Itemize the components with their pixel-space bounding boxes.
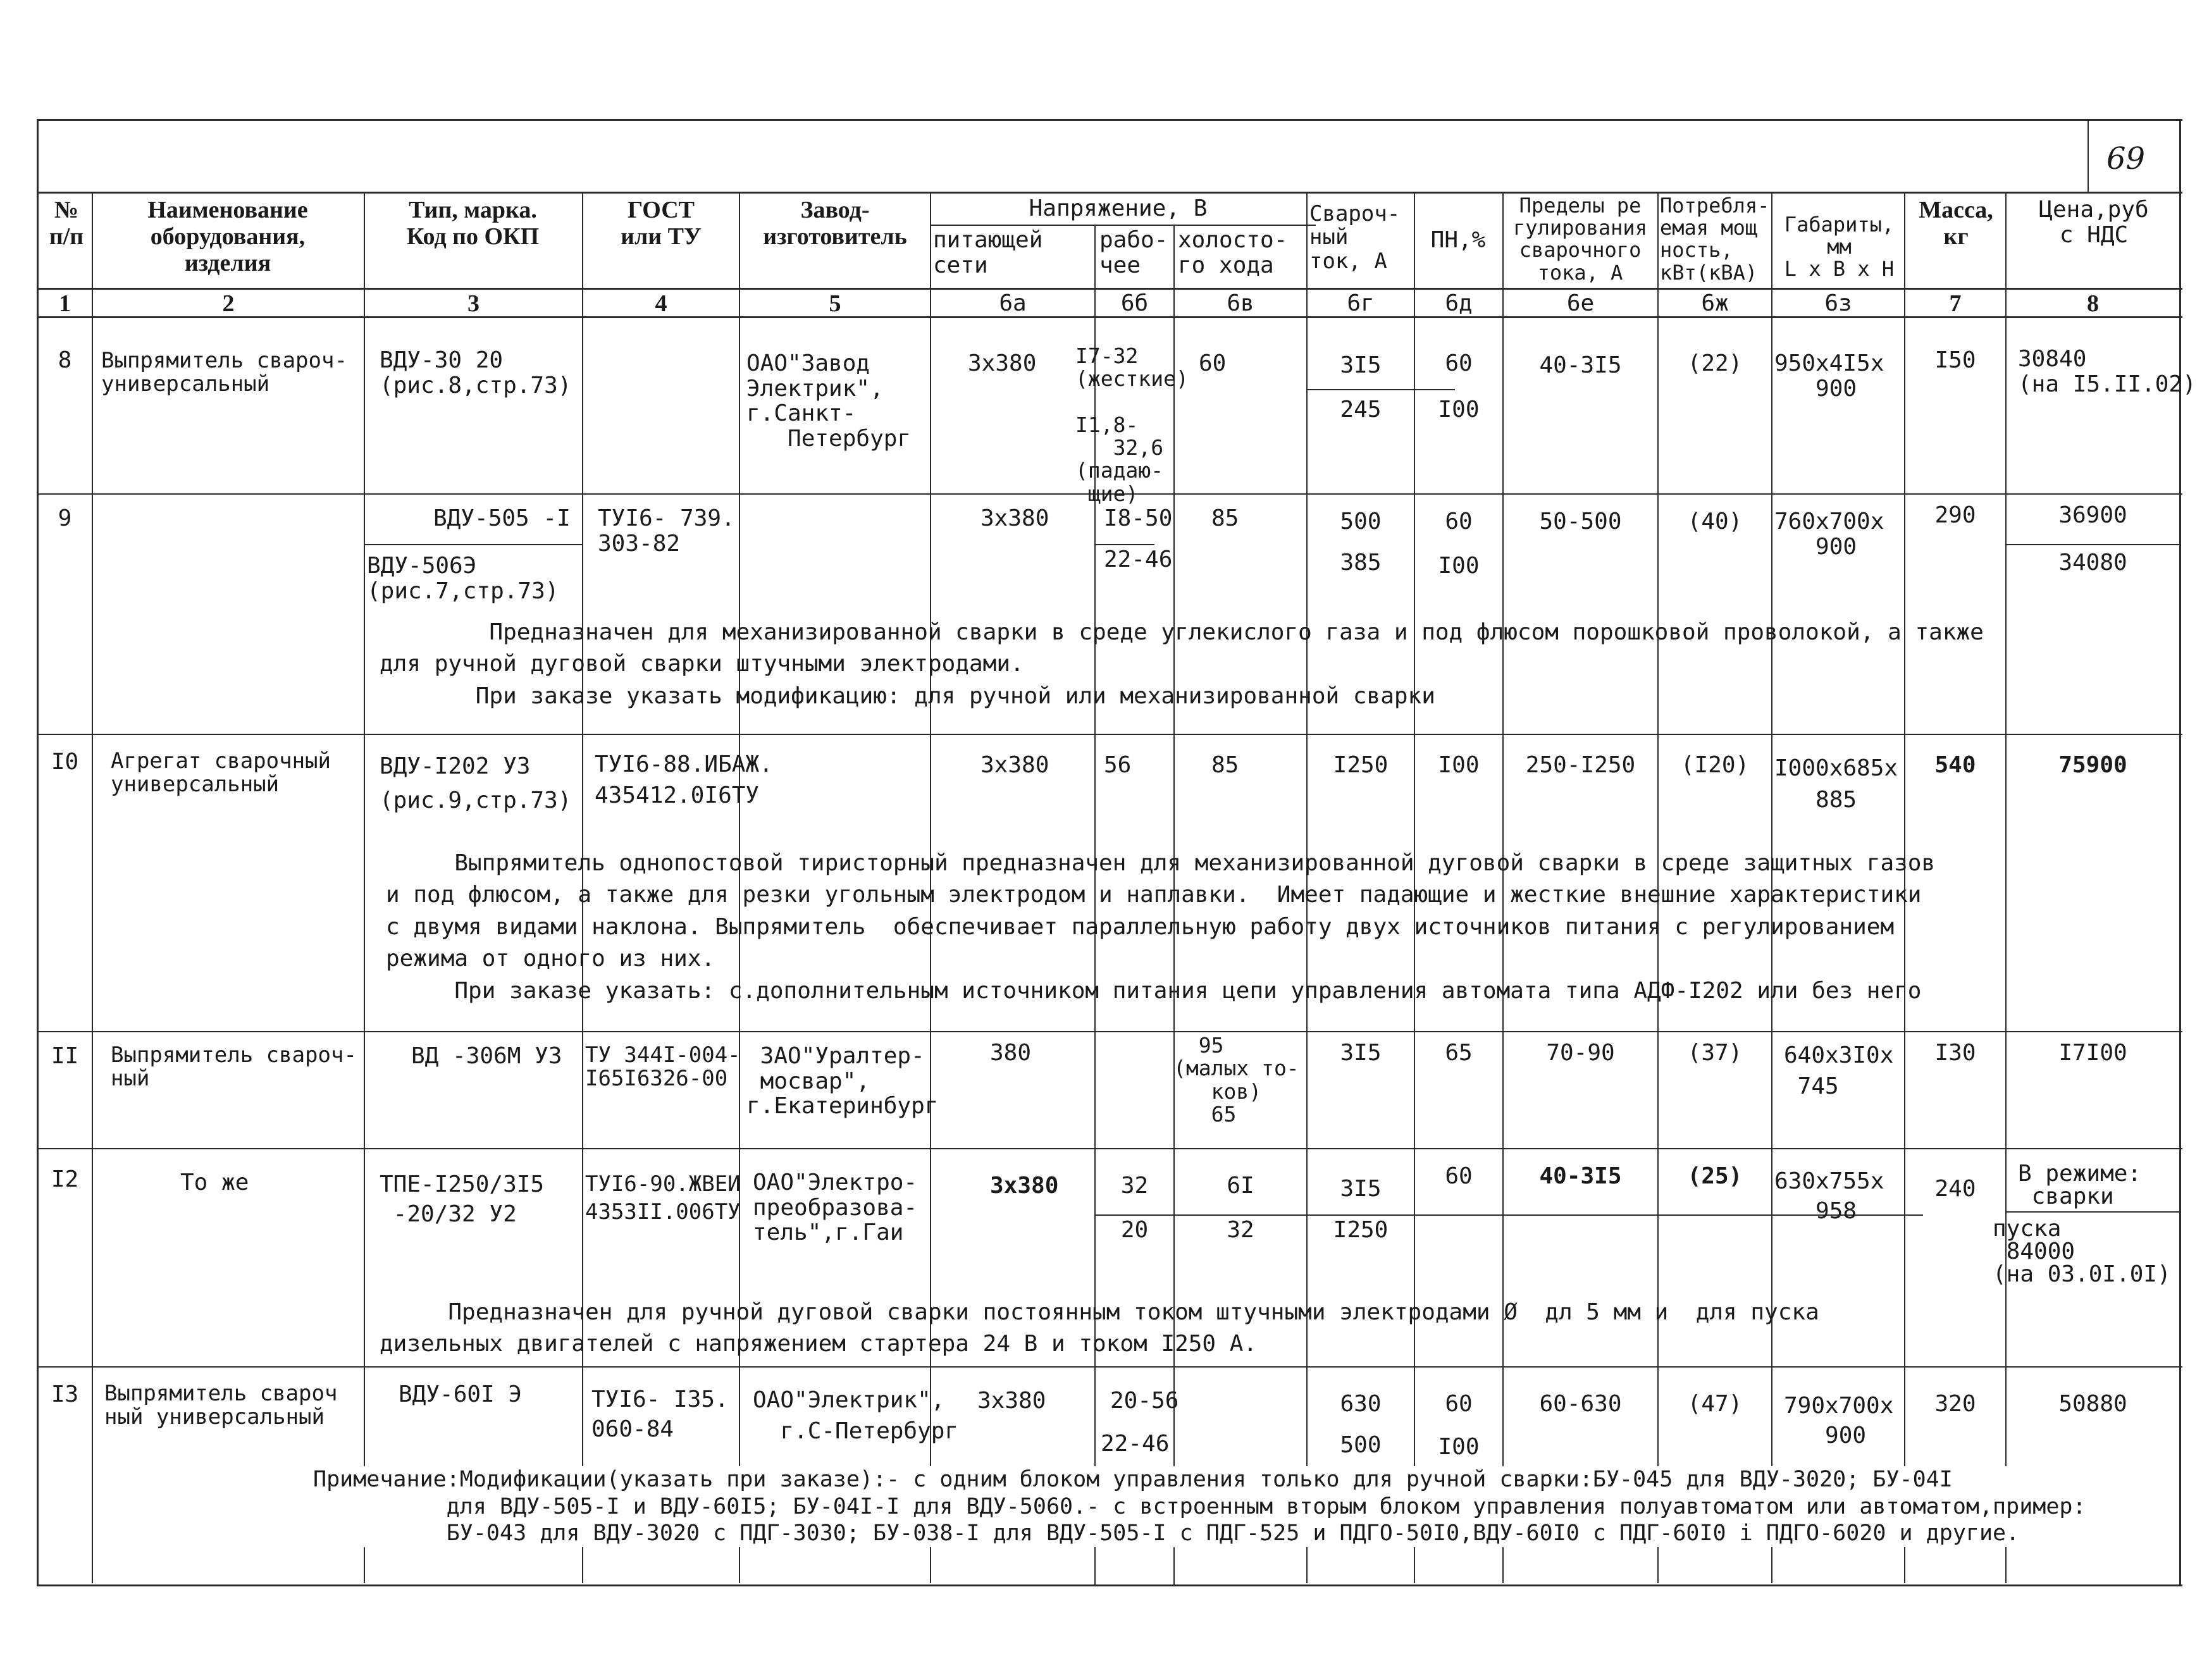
row-number: II [51, 1043, 79, 1069]
header-col-supply-voltage: питающей сети [933, 227, 1043, 278]
work-voltage: 56 [1104, 752, 1132, 778]
dimensions: 790х700х 900 [1784, 1393, 1894, 1448]
header-col-plant: Завод- изготовитель [763, 197, 907, 250]
equipment-type: ВДУ-506Э (рис.7,стр.73) [367, 553, 559, 604]
price: I7I00 [2058, 1040, 2127, 1066]
work-voltage: 22-46 [1101, 1431, 1170, 1457]
idle-voltage: 85 [1211, 752, 1239, 778]
dimensions: 760х700х 900 [1774, 509, 1884, 560]
dimensions: I000х685х 885 [1774, 755, 1898, 813]
welding-current: 500 [1340, 1432, 1382, 1458]
idle-voltage: 32 [1227, 1217, 1254, 1243]
duty-cycle: 65 [1445, 1040, 1473, 1066]
index-cell: 4 [655, 290, 667, 317]
work-voltage: 20-56 [1110, 1388, 1179, 1414]
duty-cycle: I00 [1438, 553, 1480, 579]
index-cell: 6а [999, 290, 1027, 316]
manufacturer: ЗАО"Уралтер- мосвар", г.Екатеринбург [746, 1043, 939, 1120]
welding-current: 245 [1340, 397, 1382, 423]
supply-voltage: 3х380 [980, 752, 1049, 778]
idle-voltage: 85 [1211, 505, 1239, 531]
header-col-pn: ПН,% [1430, 227, 1486, 253]
equipment-type: ВДУ-505 -I [433, 505, 571, 531]
header-col-number: № п/п [49, 197, 84, 250]
equipment-name: Агрегат сварочный универсальный [111, 748, 331, 798]
supply-voltage: 3х380 [977, 1388, 1046, 1414]
index-cell: 6в [1227, 290, 1254, 316]
duty-cycle: 60 [1445, 350, 1473, 376]
power-consumption: (22) [1687, 350, 1743, 376]
current-limits: 60-630 [1539, 1391, 1622, 1417]
footnote: Примечание:Модификации(указать при заказе):- с одним блоком управления только для ручной сварки:БУ-045 для ВДУ-3020; БУ-04I для ВДУ-505-I и ВДУ-60I5; БУ-04I-I для ВДУ-5060.- с встроенным вторым блоком управления полуавтоматом или автоматом,пример: БУ-043 для ВДУ-3020 с ПДГ-3030; БУ-038-I для ВДУ-505-I с ПДГ-525 и ПДГО-50I0,ВДУ-60I0 с ПДГ-60I0 і ПДГО-6020 и другие. [313, 1467, 2086, 1547]
header-col-type: Тип, марка. Код по ОКП [406, 197, 540, 250]
row-description: Предназначен для ручной дуговой сварки постоянным током штучными электродами Ø дл 5 мм и для пуска дизельных двигателей с напряжением стартера 24 В и током I250 А. [380, 1299, 1819, 1357]
standard: ТУI6- I35. 060-84 [591, 1387, 729, 1442]
supply-voltage: 3х380 [990, 1173, 1059, 1199]
current-limits: 70-90 [1546, 1040, 1615, 1066]
row-number: I0 [51, 749, 79, 775]
header-col-name: Наименование оборудования, изделия [147, 197, 308, 276]
welding-current: 630 [1340, 1391, 1382, 1417]
price: пуска 84000 (на 03.0I.0I) [1993, 1216, 2171, 1287]
mass: 290 [1934, 502, 1976, 528]
index-cell: 2 [222, 290, 235, 317]
welding-current: 500 [1340, 509, 1382, 534]
equipment-name: Выпрямитель свароч ный универсальный [104, 1381, 338, 1430]
row-number: I3 [51, 1381, 79, 1407]
row-number: 8 [58, 347, 72, 373]
power-consumption: (40) [1687, 509, 1743, 534]
header-col-current: Свароч- ный ток, А [1309, 201, 1401, 274]
header-col-dims: Габариты, мм L x B x H [1784, 213, 1895, 281]
welding-current: 3I5 [1340, 1040, 1382, 1066]
price: 34080 [2058, 550, 2127, 576]
idle-voltage: 60 [1199, 350, 1227, 376]
duty-cycle: 60 [1445, 1163, 1473, 1189]
index-cell: 6д [1445, 290, 1473, 316]
header-col-mass: Масса, кг [1919, 197, 1993, 250]
index-cell: 6е [1566, 290, 1595, 316]
standard: ТУI6-90.ЖВЕИ 4353II.006ТУ [585, 1171, 741, 1225]
power-consumption: (I20) [1680, 752, 1750, 778]
header-col-gost: ГОСТ или ТУ [621, 197, 702, 250]
standard: ТУI6- 739. 303-82 [598, 505, 735, 557]
duty-cycle: I00 [1438, 397, 1480, 423]
duty-cycle: 60 [1445, 1391, 1473, 1417]
mass: I30 [1934, 1040, 1976, 1066]
equipment-type: ТПЕ-I250/3I5 -20/32 У2 [380, 1171, 545, 1227]
work-voltage: 32 [1120, 1173, 1149, 1199]
mass: I50 [1934, 347, 1976, 373]
idle-voltage: 95 (малых то- ков) 65 [1173, 1033, 1299, 1127]
index-cell: 8 [2087, 290, 2099, 317]
equipment-type: ВДУ-I202 У3 (рис.9,стр.73) [380, 753, 572, 813]
manufacturer: ОАО"Электрик", г.С-Петербург [753, 1387, 959, 1444]
equipment-name: Выпрямитель свароч- универсальный [101, 348, 347, 397]
welding-current: 3I5 [1340, 1176, 1382, 1202]
power-consumption: (47) [1687, 1391, 1743, 1417]
idle-voltage: 6I [1227, 1173, 1254, 1199]
price: 36900 [2058, 502, 2127, 528]
current-limits: 40-3I5 [1539, 1163, 1622, 1189]
work-voltage: I8-50 [1104, 505, 1173, 531]
work-voltage: 22-46 [1104, 547, 1173, 572]
welding-current: I250 [1333, 1217, 1389, 1243]
header-col-idle-voltage: холосто- го хода [1178, 227, 1288, 278]
equipment-type: ВДУ-30 20 (рис.8,стр.73) [380, 347, 572, 398]
price: 75900 [2058, 752, 2127, 778]
duty-cycle: I00 [1438, 752, 1480, 778]
dimensions: 630х755х 958 [1774, 1168, 1884, 1224]
standard: ТУ 344I-004- I65I6326-00 [585, 1042, 741, 1092]
current-limits: 40-3I5 [1539, 352, 1622, 378]
current-limits: 250-I250 [1525, 752, 1636, 778]
index-cell: 5 [829, 290, 841, 317]
equipment-type: ВДУ-60I Э [399, 1381, 523, 1407]
price: 50880 [2058, 1391, 2127, 1417]
index-cell: 3 [467, 290, 479, 317]
welding-current: 3I5 [1340, 352, 1382, 378]
mass: 240 [1934, 1176, 1976, 1202]
price-label: В режиме: сварки [2018, 1161, 2142, 1209]
header-voltage-group: Напряжение, В [1029, 195, 1208, 221]
row-description: Предназначен для механизированной сварки в среде углекислого газа и под флюсом порошковой проволокой, а также для ручной дуговой сварки штучными электродами. При заказе указать модификацию: для ручной или механизированной сварки [380, 619, 1984, 709]
equipment-type: ВД -306М У3 [411, 1043, 562, 1069]
index-cell: 6з [1824, 290, 1852, 316]
power-consumption: (37) [1687, 1040, 1743, 1066]
index-cell: 6г [1347, 290, 1375, 316]
equipment-name: Выпрямитель свароч- ный [111, 1042, 357, 1092]
row-number: 9 [58, 505, 72, 531]
manufacturer: ОАО"Завод Электрик", г.Санкт- Петербург [746, 350, 912, 452]
row-description: Выпрямитель однопостовой тиристорный предназначен для механизированной дуговой сварки в среде защитных газов и под флюсом, а также для резки угольным электродом и наплавки. Имеет падающие и жесткие внешние характеристики с двумя видами наклона. Выпрямитель обеспечивает параллельную работу двух источников питания с регулированием режима от одного из них. При заказе указать: с.дополнительным источником питания цепи управления автомата типа АДФ-I202 или без него [386, 850, 1936, 1004]
supply-voltage: 380 [990, 1040, 1032, 1066]
index-cell: 1 [59, 290, 71, 317]
power-consumption: (25) [1687, 1163, 1743, 1189]
welding-current: I250 [1333, 752, 1389, 778]
welding-current: 385 [1340, 550, 1382, 576]
manufacturer: ОАО"Электро- преобразова- тель",г.Гаи [753, 1170, 918, 1246]
index-cell: 7 [1949, 290, 1962, 317]
index-cell: 6ж [1701, 290, 1729, 316]
header-col-power: Потребля- емая мощ ность, кВт(кВА) [1660, 194, 1770, 285]
mass: 540 [1934, 752, 1976, 778]
supply-voltage: 3х380 [980, 505, 1049, 531]
header-col-limits: Пределы ре гулирования сварочного тока, А [1513, 194, 1647, 285]
work-voltage: I7-32 (жесткие) I1,8- 32,6 (падаю- щие) [1075, 343, 1189, 506]
work-voltage: 20 [1120, 1217, 1149, 1243]
index-cell: 6б [1120, 290, 1149, 316]
header-col-price: Цена,руб с НДС [2039, 197, 2149, 248]
current-limits: 50-500 [1539, 509, 1622, 534]
price: 30840 (на I5.II.02) [2018, 346, 2196, 397]
duty-cycle: 60 [1445, 509, 1473, 534]
header-col-work-voltage: рабо- чее [1099, 227, 1168, 278]
duty-cycle: I00 [1438, 1434, 1480, 1460]
equipment-name: То же [180, 1170, 249, 1195]
dimensions: 950х4I5х 900 [1774, 350, 1884, 402]
mass: 320 [1934, 1391, 1976, 1417]
page-number: 69 [2106, 141, 2146, 176]
row-number: I2 [51, 1166, 79, 1192]
supply-voltage: 3х380 [968, 350, 1037, 376]
standard: ТУI6-88.ИБАЖ. 435412.0I6ТУ [595, 751, 773, 808]
dimensions: 640х3I0х 745 [1784, 1042, 1894, 1099]
